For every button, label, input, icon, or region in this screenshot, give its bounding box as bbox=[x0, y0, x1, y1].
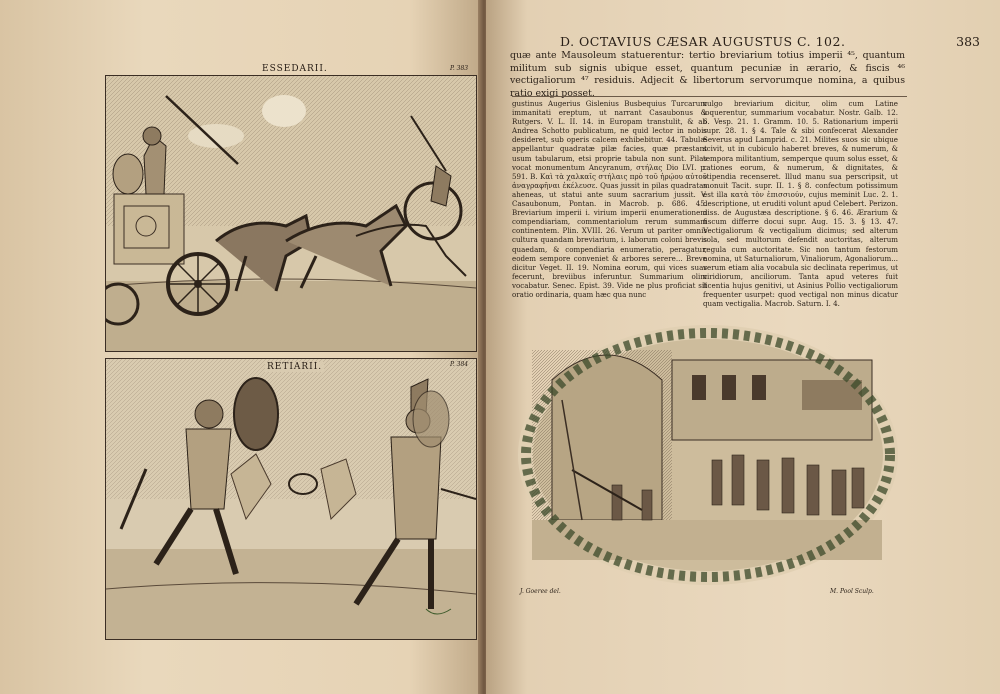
notes-rule bbox=[512, 96, 907, 97]
essedarii-plate bbox=[105, 75, 477, 352]
retiarii-title: RETIARII. bbox=[267, 362, 323, 372]
arena-scene-illustration bbox=[512, 320, 904, 590]
header-title: D. OCTAVIUS CÆSAR AUGUSTUS C. 102. bbox=[560, 34, 846, 49]
main-text: quæ ante Mausoleum statuerentur: tertio breviarium totius imperii ⁴⁵, quantum militum sub signis ubique esset, quantum pecuniæ in ærario, & fiscis ⁴⁶ vectigaliorum ⁴⁷ residuis. Adjecit & libertorum servorumque nomina, a quibus ratio exigi posset. bbox=[510, 50, 905, 99]
page-number: 383 bbox=[956, 34, 980, 49]
essedarii-ref: P. 383 bbox=[450, 65, 469, 72]
left-page bbox=[0, 0, 482, 694]
running-header bbox=[510, 34, 980, 50]
engraver-credit-right: M. Pool Sculp. bbox=[830, 588, 874, 595]
notes-left-text: gustinus Augerius Gislenius Busbequius Turcarum immanitati ereptum, ut narrant Casaubonus & Rutgers. V. L. II. 14. in Europam transtulit, & ab Andrea Schotto publicatum, ne quid lector in nobis desideret, sub operis calcem exhibebitur. 44. Tabulæ appellantur quadratæ pilæ facies, quæ præstant usum tabularum, etsi proprie tabula non sunt. Pilas vocat monumentum Ancyranum, στήλας Dio LVI. p. 591. B. Καὶ τὰ χαλκαῖς στήλαις πρὸ τοῦ ἡρῴου αὐτοῦ ἀναγραφῆναι ἐκέλευσε. Quas jussit in pilas quadratas aheneas, ut statui ante suum sacrarium jussit. V. Casaubonum, Pontan. in Macrob. p. 686. 45. Breviarium imperii i. virium imperii enumerationem compendiariam, commentariolum rerum summam continentem. Plin. XVIII. 26. Verum ut pariter omnis cultura quandam breviarium, i. laborum coloni brevis quaedam, & compendiaria enumeratio, peragatur, eodem sempore conveniet & arbores serere... Breve dicitur Veget. II. 19. Nomina eorum, qui vices suas fecerunt, breviibus inferuntur. Summarium olim vocabatur. Senec. Epist. 39. Vide ne plus proficiat sit oratio ordinaria, quam hæc qua nunc bbox=[512, 99, 707, 299]
retiarii-ref: P. 384 bbox=[450, 361, 469, 368]
essedarii-title: ESSEDARII. bbox=[262, 64, 328, 74]
notes-column-right bbox=[703, 99, 898, 311]
engraver-credit-left: J. Goeree del. bbox=[520, 588, 561, 595]
retiarii-plate bbox=[105, 358, 477, 640]
notes-column-left bbox=[512, 99, 707, 299]
chariot-engraving bbox=[106, 76, 476, 351]
triumph-engraving bbox=[512, 320, 904, 590]
notes-right-text: vulgo breviarium dicitur, olim cum Latine loquerentur, summarium vocabatur. Nostr. Galb. 12. 6. Vesp. 21. 1. Gramm. 10. 5. Rationarium imperii supr. 28. 1. § 4. Tale & sibi confecerat Alexander Severus apud Lamprid. c. 21. Milites suos sic ubique scivit, ut in cubiculo haberet breves, & numerum, & tempora militantium, semperque quum solus esset, & rationes eorum, & numerum, & dignitates, & stipendia recenseret. Illud manu sua perscripsit, ut monuit Tacit. supr. II. 1. § 8. confectum potissimum est illa κατὰ τὸν ἐπισσιούν, cujus meminit Luc. 2. 1. descriptione, ut eruditi volunt apud Celebert. Perizon. diss. de Augustæa descriptione. § 6. 46. Ærarium & fiscum differre docui supr. Aug. 15. 3. § 13. 47. Vectigaliorum & vectigalium dicimus; sed alterum sola, sed multorum defendit auctoritas, alterum regula cum auctoritate. Sic non tantum festorum nomina, ut Saturnaliorum, Vinaliorum, Agonaliorum... verum etiam alia vocabula sic declinata reperimus, ut viridiorum, anciliorum. Tanta apud veteres fuit licentia hujus genitivi, ut Asinius Pollio vectigaliorum frequenter usurpet: quod vectigal non minus dicatur quam vectigalia. Macrob. Saturn. I. 4. bbox=[703, 99, 898, 309]
gladiator-engraving bbox=[106, 359, 476, 639]
